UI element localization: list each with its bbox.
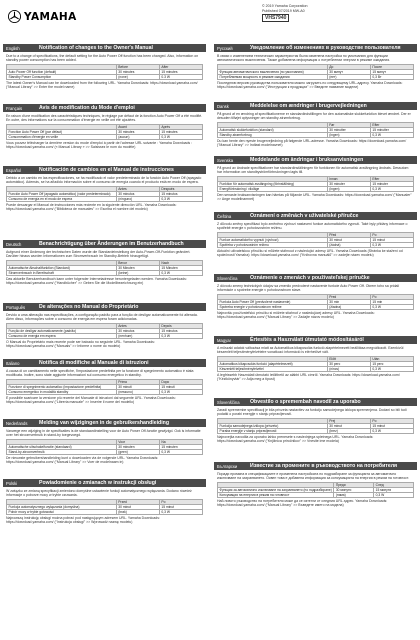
section-body <box>214 406 417 443</box>
table-cell: (ingen) <box>327 186 370 191</box>
spec-table <box>217 64 414 80</box>
download-note: Das aktuelle Benutzerhandbuch kann unter folgender Internetadresse heruntergeladen werden. Yamaha Downloads: https://download.yamaha.com/ ("Handbücher" >> Geben Sie die Modellbezeichnung ein) <box>6 277 187 286</box>
notice-section <box>214 212 417 274</box>
spec-table <box>6 186 203 202</box>
table-row <box>7 196 203 201</box>
table-cell: 15 perc <box>370 361 413 366</box>
section-body <box>3 248 206 285</box>
table-cell: 0,3 W <box>370 132 413 137</box>
table-row <box>7 191 203 196</box>
table-cell: 30 Minuten <box>116 265 159 270</box>
table-cell: 0,3 W <box>159 449 202 454</box>
download-note: Du kan hente den nyeste brugervejledning på følgende URL-adresse. Yamaha Downloads: https://download.yamaha.com/ ("Manual Library" >> Indtast modelnavnet) <box>217 139 407 148</box>
language-label: Magyar <box>217 337 231 343</box>
section-header <box>214 274 417 282</box>
section-title: Notifica di modifiche al Manuale di istruzioni <box>39 360 149 366</box>
table-row <box>218 132 414 137</box>
table-cell: 0,3 Вт <box>370 74 413 79</box>
table-cell: 15 минут <box>370 69 413 74</box>
header-cell: След <box>374 482 414 487</box>
table-cell: 30 minut <box>116 504 159 509</box>
table-cell: 15 minut <box>370 237 413 242</box>
section-title: Értesítés a Használati útmutató módosításáról <box>250 337 364 343</box>
language-label: Русский <box>217 45 233 51</box>
table-cell: 15 minut <box>370 423 413 428</box>
table-cell: Consommation d'énergie en veille <box>7 134 117 139</box>
table-cell: (aucun) <box>116 134 159 139</box>
table-cell: 30 min <box>327 299 370 304</box>
notice-section <box>3 359 206 419</box>
table-cell: 30 minutos <box>116 328 159 333</box>
intro-text: Zaradi spremembe specifikacij je bila privzeta nastavitev za funkcijo samodejnega izklopa spremenjena. Dodani so bili tudi podatki o porabi energije v stanju pripravljenosti. <box>217 408 407 417</box>
notice-section <box>214 274 417 336</box>
header-cell: Преди <box>334 482 374 487</box>
table-cell: Потребляемая мощность в режиме ожидания <box>218 74 328 79</box>
table-cell: 0,3 W <box>370 186 413 191</box>
header-cell: Előtt <box>327 356 370 361</box>
table-cell: 0,3 W <box>374 492 414 497</box>
table-cell: Auto Power Off function (default) <box>7 69 117 74</box>
table-cell: Automatisk slukkefunktion (standard) <box>218 127 328 132</box>
table-cell: (ingen) <box>327 132 370 137</box>
section-title: Oznámenie o zmenách v používateľskej príručke <box>250 275 370 281</box>
table-cell: (geen) <box>116 449 159 454</box>
language-label: Polski <box>6 480 18 486</box>
section-header <box>214 44 417 52</box>
section-header <box>214 102 417 110</box>
section-title: Powiadomienie o zmianach w instrukcji obsługi <box>39 480 157 486</box>
table-cell: Consumo de energia em espera <box>7 333 117 338</box>
intro-text: Vanwege een wijziging in de specificaties is de standaardinstelling voor de Auto Power Off-functie gewijzigd. Ook is informatie over het stroomverbruik in stand-by toegevoegd. <box>6 429 201 438</box>
spec-table <box>217 176 414 192</box>
table-cell: Funkce automatického vypnutí (výchozí) <box>218 237 328 242</box>
language-label: Italiano <box>6 360 20 366</box>
table-cell: Funkcija samodejnega izklopa (privzeto) <box>218 423 328 428</box>
section-body <box>214 164 417 201</box>
table-cell: 15 minutos <box>159 191 202 196</box>
table-row <box>218 428 414 433</box>
table-cell: 15 Minuten <box>159 265 202 270</box>
header-cell: Przed <box>116 499 159 504</box>
yamaha-logo <box>8 10 77 23</box>
table-cell: Funzione di spegnimento automatico (impostazione predefinita) <box>7 384 117 389</box>
section-header <box>214 156 417 164</box>
table-row <box>7 389 203 394</box>
table-row <box>7 449 203 454</box>
published-line: Published 07/2019 MW-A0 <box>262 8 305 13</box>
table-cell: Automatikus kikapcsolás funkció (alapértelmezett) <box>218 361 328 366</box>
section-header <box>3 240 206 248</box>
spec-table <box>6 439 203 455</box>
notice-section <box>3 104 206 166</box>
intro-text: W związku ze zmianą specyfikacji zmieniono domyślne ustawienie funkcji automatycznego wyłączania. Dodano również informacje o poborze mocy w trybie czuwania. <box>6 489 192 498</box>
header-cell: До <box>327 64 370 69</box>
tuning-fork-logo-icon <box>8 10 21 23</box>
table-cell: 0,3 W <box>159 509 202 514</box>
section-title: Известие за промените в ръководството на потребителя <box>250 463 398 469</box>
download-note: De nieuwste gebruikershandleiding kunt u downloaden via de volgende URL. Yamaha Downloads: https://download.yamaha.com/ ("Manual Library" >> Voer de modelnaam in) <box>6 456 159 465</box>
intro-text: På grund af en ændring af specifikationerne er standardindstillingen for den automatiske slukkefunktion blevet ændret. Der er desuden tilføjet oplysninger om standby-strømforbrug. <box>217 112 411 121</box>
table-cell: Stand-by-stroomverbruik <box>7 449 117 454</box>
table-cell: 30 minutter <box>327 127 370 132</box>
spec-table <box>217 356 414 372</box>
header-cell: После <box>370 64 413 69</box>
table-cell: Energiförbrukning i viloläge <box>218 186 328 191</box>
intro-text: Поради промяна в спецификациите е променена настройката по подразбиране за функцията за автоматично изключване на захранването. Освен това е добавена информация за консумацията на енергия в режим на готовност. <box>217 472 410 481</box>
table-cell: (žádná) <box>327 242 370 247</box>
table-cell: 30 минут <box>327 69 370 74</box>
table-cell: Standby Power Consumption <box>7 74 117 79</box>
spec-table <box>6 260 203 276</box>
header-cell: Antes <box>116 186 159 191</box>
table-row <box>218 487 414 492</box>
notice-section <box>3 44 206 104</box>
section-title: Oznámení o změnách v uživatelské příručce <box>250 213 359 219</box>
section-title: Benachrichtigung über Änderungen im Benutzerhandbuch <box>39 241 184 247</box>
language-label: English <box>6 45 20 51</box>
spec-table <box>6 124 203 140</box>
table-cell: 30 minutos <box>116 191 159 196</box>
table-cell: Консумация на енергия в режим на готовност <box>218 492 334 497</box>
table-cell: 15 минути <box>374 487 414 492</box>
download-note: O Manual do Proprietário mais recente pode ser baixado no seguinte URL. Yamaha Downloads: https://download.yamaha.com/ ("Manuals" >> Informe o nome do modelo) <box>6 340 155 349</box>
table-cell: 30 minutes <box>116 129 159 134</box>
notice-section <box>3 166 206 240</box>
table-cell: 15 minutos <box>159 328 202 333</box>
table-cell: 15 minut <box>159 504 202 509</box>
header-cell: Nach <box>159 260 202 265</box>
table-cell: (nenhum) <box>116 333 159 338</box>
language-label: Български <box>217 463 238 469</box>
notice-section <box>3 479 206 533</box>
spec-table <box>6 379 203 395</box>
download-note: Puede descargar el Manual de instrucciones más reciente en la siguiente dirección URL. Yamaha Downloads: https://download.yamaha.com/ ("Biblioteca de manuales" >> Escriba el nombre del modelo) <box>6 203 177 212</box>
table-cell: Функция автоматического выключения (по умолчанию) <box>218 69 328 74</box>
table-cell: Pobór mocy w trybie gotowości <box>7 509 117 514</box>
table-cell: (nincs) <box>327 366 370 371</box>
table-cell: 0,3 W <box>370 304 413 309</box>
section-title: Уведомление об изменениях в руководстве пользователя <box>250 45 401 51</box>
section-body <box>3 487 206 524</box>
header-cell: Po <box>370 418 413 423</box>
header <box>0 0 420 40</box>
brand-name: YAMAHA <box>24 10 77 23</box>
header-cell: Dopo <box>159 379 202 384</box>
table-cell: Standby-strømforbrug <box>218 132 328 137</box>
download-note: A legfrissebb Használati útmutató letölthető az alábbi URL címről. Yamaha Downloads: https://download.yamaha.com/ ("Kézikönyvtár" >> Adja meg a típust) <box>217 373 400 382</box>
header-cell: Antes <box>116 323 159 328</box>
header-cell: Pred <box>327 294 370 299</box>
table-cell: Automatische Abschaltfunktion (Standard) <box>7 265 117 270</box>
header-cell: Voor <box>116 439 159 444</box>
section-title: De alterações no Manual do Proprietário <box>39 304 139 310</box>
spec-table <box>217 418 414 434</box>
header-cell: Před <box>327 232 370 237</box>
table-cell: Készenléti teljesítményfelvétel <box>218 366 328 371</box>
table-cell: 30 minut <box>327 423 370 428</box>
section-header <box>3 419 206 427</box>
section-title: Meddelande om ändringar i bruksanvisningen <box>250 157 364 163</box>
table-cell: Automatische uitschakelfunctie (standaard) <box>7 444 117 449</box>
table-cell: 0,3 W <box>159 196 202 201</box>
section-body <box>214 52 417 89</box>
header-cell: Efter <box>370 176 413 181</box>
spec-table <box>217 482 414 498</box>
table-row <box>218 366 414 371</box>
table-cell: (ninguno) <box>116 196 159 201</box>
table-cell: (keine) <box>116 270 159 275</box>
language-label: Deutsch <box>6 241 22 247</box>
spec-table <box>6 323 203 339</box>
language-label: Slovenčina <box>217 275 238 281</box>
table-cell: (nessuno) <box>116 389 159 394</box>
spec-table <box>217 232 414 248</box>
section-header <box>3 359 206 367</box>
header-cell: Avant <box>116 124 159 129</box>
section-body <box>3 112 206 149</box>
header-cell: Bevor <box>116 260 159 265</box>
table-cell: 15 minuter <box>370 181 413 186</box>
table-cell: 15 minuti <box>159 384 202 389</box>
section-body <box>214 220 417 257</box>
table-row <box>218 242 414 247</box>
language-label: Français <box>6 105 23 111</box>
table-cell: Funkcja automatycznego wyłączania (domyślna) <box>7 504 117 509</box>
header-cell: Innan <box>327 176 370 181</box>
section-body <box>214 282 417 319</box>
section-header <box>214 336 417 344</box>
table-cell: Stromverbrauch in Bereitschaft <box>7 270 117 275</box>
header-cell: Po <box>159 499 202 504</box>
notice-section <box>214 102 417 156</box>
spec-table <box>217 122 414 138</box>
notice-section <box>214 398 417 462</box>
download-note: Najnovejša navodila za uporabo lahko prenesete s naslednjega spletnega URL. Yamaha Downloads: https://download.yamaha.com/ ("Knjižnica priročnikov" >> Vnesite ime modela) <box>217 435 374 444</box>
table-cell: 0,3 W <box>159 270 202 275</box>
right-column <box>214 44 417 528</box>
language-label: Svenska <box>217 157 234 163</box>
section-title: Avis de modification du Mode d'emploi <box>39 105 135 111</box>
header-cell: Po <box>370 232 413 237</box>
download-note: È possibile scaricare la versione più recente del Manuale di istruzioni dal seguente URL. Yamaha Downloads: https://download.yamaha.com/ ("Libreria manuale" >> Inserire il nome del modello) <box>6 396 176 405</box>
table-row <box>7 74 203 79</box>
section-header <box>214 462 417 470</box>
intro-text: Debido a un cambio en las especificaciones, se ha modificado el valor predeterminado de la función Auto Power Off (apagado automático). Además, se ha añadido información sobre el consumo de energía cuando el producto está en modo de espera. <box>6 176 202 185</box>
header-cell: Po <box>370 294 413 299</box>
table-row <box>218 186 414 191</box>
notice-section <box>214 156 417 212</box>
table-cell: 0,3 W <box>370 366 413 371</box>
intro-text: Due to a change of specifications, the default setting for the Auto Power Off function has been changed. Also, information on standby power consumption has been added. <box>6 54 199 63</box>
table-cell: 15 minutter <box>370 127 413 132</box>
table-cell: (brez) <box>327 428 370 433</box>
table-cell: 0,3 W <box>159 333 202 338</box>
notice-section <box>214 44 417 102</box>
download-note: Najnowszą instrukcję obsługi można pobrać pod następującym adresem URL. Yamaha Downloads: https://download.yamaha.com/ ("Instrukcja obsługi" >> Wprowadź nazwę modelu) <box>6 516 160 525</box>
download-note: Najnovšiu používateľskú príručku si môžete stiahnuť z nasledujúcej adresy URL. Yamaha Downloads: https://download.yamaha.com/ ("Manual Library" >> Zadajte názov modelu) <box>217 311 375 320</box>
section-title: Melding van wijzigingen in de gebruikershandleiding <box>39 420 169 426</box>
intro-text: Z důvodu změny specifikací bylo změněno výchozí nastavení funkce automatického vypnutí. Také byly přidány informace o spotřebě energie v pohotovostním režimu. <box>217 222 408 231</box>
table-cell: Fonction Auto Power Off (par défaut) <box>7 129 117 134</box>
header-cell: Prima <box>116 379 159 384</box>
table-cell: 30 minuter <box>327 181 370 186</box>
table-cell: 0,3 W <box>370 242 413 247</box>
notice-section <box>3 419 206 479</box>
table-row <box>7 134 203 139</box>
notice-section <box>214 462 417 528</box>
table-cell: 30 minutes <box>116 69 159 74</box>
section-header <box>3 303 206 311</box>
section-header <box>214 212 417 220</box>
section-title: Meddelelse om ændringer i brugervejledningen <box>250 103 367 109</box>
left-column <box>3 44 206 533</box>
intro-text: På grund av ändrade specifikationer har standardinställningen för funktionen för automatisk avstängning ändrats. Dessutom har information om standbyströmförbrukningen lagts till. <box>217 166 409 175</box>
spec-table <box>6 64 203 80</box>
header-cell: After <box>159 64 202 69</box>
header-cell: Før <box>327 122 370 127</box>
download-note: Aktuální uživatelskou příručku si můžete stáhnout z následující adresy URL. Yamaha Downloads (Stránka ke stažení od společnosti Yamaha): https://download.yamaha.com/ ("Knihovna manuálů" >> zadejte název modelu) <box>217 249 403 258</box>
intro-text: A műszaki adatok változása miatt az Automatikus kikapcsolás funkció alapértelmezett beállítása megváltozott. Ezenkívül készenléti teljesítményfelvételre vonatkozó információ is elérhetővé vált. <box>217 346 404 355</box>
table-cell: Spotreba energie v pohotovostnom režime <box>218 304 328 309</box>
section-header <box>214 398 417 406</box>
section-body <box>3 311 206 348</box>
header-cell: Depois <box>159 323 202 328</box>
header-cell: Prej <box>327 418 370 423</box>
table-cell: 30 minut <box>327 237 370 242</box>
header-cell: Efter <box>370 122 413 127</box>
language-label: Nederlands <box>6 420 28 426</box>
table-cell: (brak) <box>116 509 159 514</box>
header-cell: Before <box>116 64 159 69</box>
section-title: Obvestilo o spremembah navodil za uporabo <box>250 399 361 405</box>
section-body <box>3 427 206 464</box>
table-cell: Spotřeba v pohotovostním režimu <box>218 242 328 247</box>
section-title: Notificación de cambios en el Manual de instrucciones <box>39 167 174 173</box>
table-cell: Função de desligar automaticamente (padrão) <box>7 328 117 333</box>
document-id: VHS7940 <box>262 14 289 22</box>
table-cell: 30 perc <box>327 361 370 366</box>
table-cell: 30 minuten <box>116 444 159 449</box>
section-header <box>3 166 206 174</box>
table-row <box>218 492 414 497</box>
section-body <box>3 174 206 211</box>
language-label: Español <box>6 167 22 173</box>
section-body <box>214 344 417 381</box>
table-row <box>7 270 203 275</box>
section-body <box>214 110 417 147</box>
section-body <box>3 367 206 404</box>
table-row <box>7 333 203 338</box>
table-cell: 15 minuten <box>159 444 202 449</box>
section-header <box>3 44 206 52</box>
table-cell: 0,3 W <box>159 389 202 394</box>
table-cell: 0.3 W <box>159 74 202 79</box>
language-label: Português <box>6 304 26 310</box>
table-cell: Funkcia Auto Power Off (predvolené nastavenie) <box>218 299 328 304</box>
header-cell: Après <box>159 124 202 129</box>
copyright-line: © 2019 Yamaha Corporation <box>262 4 308 8</box>
download-note: Den senaste bruksanvisningen kan hämtas på följande URL. Yamaha Downloads: https://download.yamaha.com/ ("Manualer" >> Ange modellnamnet) <box>217 193 412 202</box>
language-label: Dansk <box>217 103 229 109</box>
intro-text: A causa di un cambiamento nelle specifiche, l'impostazione predefinita per la funzione di spegnimento automatico è stata modificata. Inoltre, sono state aggiunte informazioni sul consumo energetico in standby. <box>6 369 194 378</box>
download-note: Vous pouvez télécharger la dernière version du mode d'emploi à partir de l'adresse URL suivante : Yamaha Downloads : https://download.yamaha.com/ (« Manual Library » >> Saisissez le nom du modèle) <box>6 141 193 150</box>
table-cell: Función Auto Power Off (apagado automático) (valor predeterminado) <box>7 191 117 196</box>
table-cell: Funktion för automatisk avstängning (förinställning) <box>218 181 328 186</box>
table-row <box>218 304 414 309</box>
section-header <box>3 479 206 487</box>
intro-text: Devido a uma alteração nas especificações, a configuração padrão para a função de desligar automaticamente foi alterada. Além disso, informações sobre o consumo de energia em espera foram adicionadas. <box>6 313 198 322</box>
table-cell: 15 min <box>370 299 413 304</box>
notice-section <box>214 336 417 398</box>
table-cell: (žiadna) <box>327 304 370 309</box>
notice-section <box>3 240 206 303</box>
section-body <box>214 470 417 507</box>
notice-section <box>3 303 206 359</box>
download-note: Последнюю версию руководства пользователя можно загрузить по следующему URL-адресу. Yamaha Downloads: https://download.yamaha.com/ ("Инструкции к продукции" >> Введите название модели) <box>217 81 403 90</box>
language-label: Slovenščina <box>217 399 240 405</box>
intro-text: En raison d'une modification des caractéristiques techniques, le réglage par défaut de la fonction Auto Power Off a été modifié. En outre, des informations sur la consommation d'énergie en veille ont été ajoutées. <box>6 114 203 123</box>
table-cell: 30 minuti <box>116 384 159 389</box>
table-cell: Poraba energije v stanju pripravljenosti <box>218 428 328 433</box>
table-cell: 0,3 W <box>370 428 413 433</box>
table-cell: 15 minutes <box>159 129 202 134</box>
spec-table <box>6 499 203 515</box>
section-header <box>3 104 206 112</box>
table-cell: Consumo de energía en el modo de espera <box>7 196 117 201</box>
spec-table <box>217 294 414 310</box>
header-cell: Después <box>159 186 202 191</box>
intro-text: В связи с изменением технических характеристик была изменена настройка по умолчанию для функции автоматического выключения. Также добавлена информация о потреблении энергии в режиме ожидания. <box>217 54 391 63</box>
table-cell: (няма) <box>334 492 374 497</box>
header-cell: Után <box>370 356 413 361</box>
section-body <box>3 52 206 89</box>
table-cell: 30 минути <box>334 487 374 492</box>
table-cell: 0,3 W <box>159 134 202 139</box>
table-cell: (нет) <box>327 74 370 79</box>
publication-info <box>262 4 412 22</box>
section-title: Notification of changes to the Owner's Manual <box>39 45 153 51</box>
table-cell: Consumo energetico in modalità standby <box>7 389 117 394</box>
table-cell: (none) <box>116 74 159 79</box>
download-note: Най-новото ръководство на потребителя може да се изтегли от следния URL адрес. Yamaha Downloads: https://download.yamaha.com/ ("Manual Library" >> Въведете името на модела) <box>217 499 388 508</box>
intro-text: Aufgrund einer Änderung der technischen Daten wurde die Standardeinstellung der Auto-Power-Off-Funktion geändert. Darüber hinaus wurden Informationen zum Stromverbrauch im Standby-Betrieb hinzugefügt. <box>6 250 191 259</box>
table-row <box>218 74 414 79</box>
table-cell: Функция за автоматично изключване на захранването (по подразбиране) <box>219 487 332 492</box>
language-label: Čeština <box>217 213 232 219</box>
table-row <box>7 509 203 514</box>
intro-text: Z dôvodu zmeny technických údajov sa zmenilo predvolené nastavenie funkcie Auto Power Off. Okrem toho sa pridali informácie o spotrebe energie v pohotovostnom stave. <box>217 284 400 293</box>
header-cell: Na <box>159 439 202 444</box>
download-note: The latest Owner's Manual can be downloaded from the following URL. Yamaha Downloads: https://download.yamaha.com/ ("Manual Library" >> Enter the model name) <box>6 81 198 90</box>
table-cell: 15 minutes <box>159 69 202 74</box>
